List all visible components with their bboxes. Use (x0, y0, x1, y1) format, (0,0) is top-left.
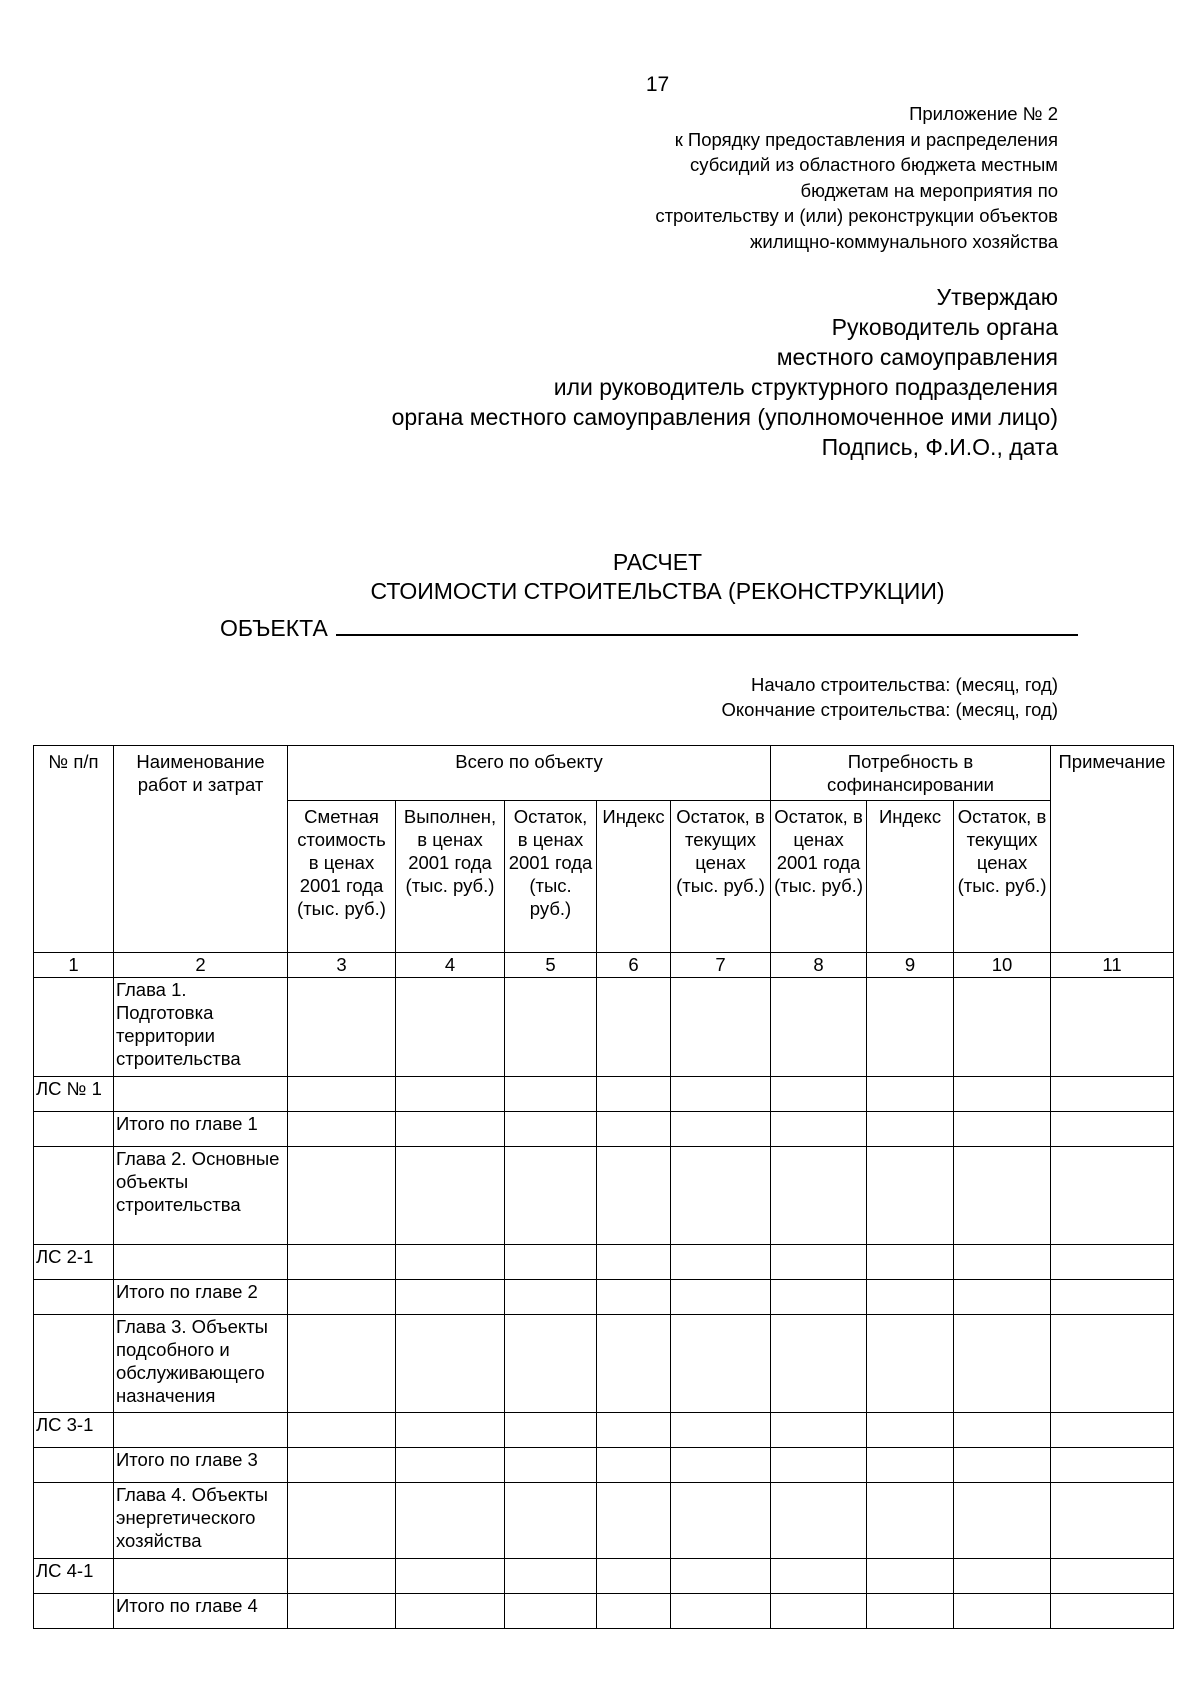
value-cell[interactable] (671, 1112, 771, 1147)
value-cell[interactable] (597, 1077, 671, 1112)
row-name-cell: Итого по главе 4 (114, 1594, 288, 1629)
value-cell[interactable] (954, 1077, 1051, 1112)
value-cell[interactable] (1051, 1315, 1174, 1413)
row-name-cell (114, 1413, 288, 1448)
object-name-blank[interactable] (336, 612, 1078, 636)
table-row (34, 1245, 1174, 1280)
value-cell[interactable] (671, 1559, 771, 1594)
value-cell[interactable] (771, 1147, 867, 1245)
header-total: Всего по объекту (288, 746, 771, 801)
value-cell[interactable] (288, 1112, 396, 1147)
value-cell[interactable] (1051, 1559, 1174, 1594)
value-cell[interactable] (396, 1483, 505, 1559)
column-number: 5 (505, 953, 597, 978)
value-cell[interactable] (771, 1594, 867, 1629)
value-cell[interactable] (396, 1594, 505, 1629)
approval-line: Утверждаю (936, 284, 1058, 310)
header-note: Примечание (1051, 746, 1174, 953)
object-label: ОБЪЕКТА (220, 615, 328, 641)
row-number-cell (34, 1280, 114, 1315)
value-cell[interactable] (288, 1448, 396, 1483)
value-cell[interactable] (954, 1280, 1051, 1315)
value-cell[interactable] (396, 1245, 505, 1280)
value-cell[interactable] (671, 1077, 771, 1112)
header-index: Индекс (597, 801, 671, 953)
value-cell[interactable] (597, 1315, 671, 1413)
value-cell[interactable] (505, 1483, 597, 1559)
document-title (0, 548, 1200, 606)
value-cell[interactable] (954, 1245, 1051, 1280)
value-cell[interactable] (597, 978, 671, 1077)
row-name-cell: Глава 1. Подготовка территории строительства (114, 978, 288, 1077)
value-cell[interactable] (954, 1448, 1051, 1483)
header-npp: № п/п (34, 746, 114, 953)
row-name-cell: Глава 4. Объекты энергетического хозяйства (114, 1483, 288, 1559)
column-number: 3 (288, 953, 396, 978)
construction-start: Начало строительства: (месяц, год) (750, 674, 1058, 695)
value-cell[interactable] (1051, 1448, 1174, 1483)
appendix-line: субсидий из областного бюджета местным (690, 154, 1058, 175)
value-cell[interactable] (954, 1315, 1051, 1413)
value-cell[interactable] (505, 1077, 597, 1112)
row-name-cell: Итого по главе 1 (114, 1112, 288, 1147)
row-number-cell: ЛС 4-1 (34, 1559, 114, 1594)
header-need: Потребность в софинансировании (771, 746, 1051, 801)
value-cell[interactable] (1051, 1077, 1174, 1112)
value-cell[interactable] (597, 1559, 671, 1594)
value-cell[interactable] (396, 1413, 505, 1448)
row-name-cell: Глава 2. Основные объекты строительства (114, 1147, 288, 1245)
appendix-note (655, 101, 1058, 254)
value-cell[interactable] (771, 1245, 867, 1280)
value-cell[interactable] (288, 1245, 396, 1280)
table-row (34, 978, 1174, 1077)
header-remainder-2001: Остаток, в ценах 2001 года (тыс. руб.) (505, 801, 597, 953)
value-cell[interactable] (1051, 1245, 1174, 1280)
value-cell[interactable] (597, 1112, 671, 1147)
column-number: 8 (771, 953, 867, 978)
value-cell[interactable] (396, 1147, 505, 1245)
value-cell[interactable] (771, 1559, 867, 1594)
value-cell[interactable] (1051, 978, 1174, 1077)
column-number: 7 (671, 953, 771, 978)
value-cell[interactable] (1051, 1147, 1174, 1245)
value-cell[interactable] (288, 1594, 396, 1629)
object-name-line (220, 612, 1078, 642)
table-row (34, 1594, 1174, 1629)
row-number-cell: ЛС 3-1 (34, 1413, 114, 1448)
appendix-line: жилищно-коммунального хозяйства (749, 230, 1058, 252)
row-number-cell (34, 1147, 114, 1245)
value-cell[interactable] (505, 978, 597, 1077)
value-cell[interactable] (771, 1315, 867, 1413)
table-row (34, 1147, 1174, 1245)
value-cell[interactable] (671, 1413, 771, 1448)
column-number: 1 (34, 953, 114, 978)
header-remainder-current: Остаток, в текущих ценах (тыс. руб.) (671, 801, 771, 953)
value-cell[interactable] (1051, 1594, 1174, 1629)
value-cell[interactable] (597, 1483, 671, 1559)
value-cell[interactable] (867, 1594, 954, 1629)
value-cell[interactable] (597, 1280, 671, 1315)
row-number-cell (34, 1483, 114, 1559)
appendix-line: к Порядку предоставления и распределения (674, 128, 1058, 150)
approval-block (392, 282, 1058, 462)
value-cell[interactable] (396, 1315, 505, 1413)
value-cell[interactable] (954, 1594, 1051, 1629)
column-number: 10 (954, 953, 1051, 978)
value-cell[interactable] (396, 1112, 505, 1147)
value-cell[interactable] (867, 1147, 954, 1245)
value-cell[interactable] (505, 1245, 597, 1280)
appendix-line: строительству и (или) реконструкции объектов (655, 205, 1058, 226)
column-number: 2 (114, 953, 288, 978)
column-numbers-row (34, 953, 1174, 978)
value-cell[interactable] (954, 1112, 1051, 1147)
value-cell[interactable] (771, 1112, 867, 1147)
row-name-cell: Итого по главе 2 (114, 1280, 288, 1315)
table-body (34, 953, 1174, 1629)
value-cell[interactable] (597, 1245, 671, 1280)
value-cell[interactable] (867, 1280, 954, 1315)
appendix-line: Приложение № 2 (909, 103, 1058, 124)
value-cell[interactable] (954, 978, 1051, 1077)
value-cell[interactable] (396, 1559, 505, 1594)
row-name-cell (114, 1077, 288, 1112)
value-cell[interactable] (771, 1413, 867, 1448)
value-cell[interactable] (867, 1245, 954, 1280)
value-cell[interactable] (288, 978, 396, 1077)
value-cell[interactable] (1051, 1483, 1174, 1559)
header-done: Выполнен, в ценах 2001 года (тыс. руб.) (396, 801, 505, 953)
value-cell[interactable] (396, 978, 505, 1077)
table-row (34, 1413, 1174, 1448)
value-cell[interactable] (288, 1413, 396, 1448)
construction-dates (721, 672, 1058, 722)
value-cell[interactable] (671, 1594, 771, 1629)
column-number: 4 (396, 953, 505, 978)
value-cell[interactable] (954, 1559, 1051, 1594)
approval-line: Подпись, Ф.И.О., дата (821, 434, 1058, 460)
row-name-cell: Глава 3. Объекты подсобного и обслуживающего назначения (114, 1315, 288, 1413)
value-cell[interactable] (288, 1280, 396, 1315)
value-cell[interactable] (867, 1112, 954, 1147)
value-cell[interactable] (597, 1594, 671, 1629)
value-cell[interactable] (867, 1315, 954, 1413)
row-number-cell (34, 1315, 114, 1413)
value-cell[interactable] (671, 1245, 771, 1280)
value-cell[interactable] (867, 1448, 954, 1483)
title-line-2: СТОИМОСТИ СТРОИТЕЛЬСТВА (РЕКОНСТРУКЦИИ) (370, 578, 945, 604)
value-cell[interactable] (396, 1448, 505, 1483)
column-number: 11 (1051, 953, 1174, 978)
value-cell[interactable] (771, 1483, 867, 1559)
row-number-cell: ЛС 2-1 (34, 1245, 114, 1280)
value-cell[interactable] (505, 1413, 597, 1448)
table-row (34, 1112, 1174, 1147)
value-cell[interactable] (867, 1483, 954, 1559)
row-name-cell (114, 1559, 288, 1594)
value-cell[interactable] (396, 1280, 505, 1315)
row-name-cell (114, 1245, 288, 1280)
value-cell[interactable] (505, 1315, 597, 1413)
value-cell[interactable] (597, 1413, 671, 1448)
approval-line: Руководитель органа (831, 314, 1058, 340)
value-cell[interactable] (505, 1559, 597, 1594)
value-cell[interactable] (867, 1559, 954, 1594)
value-cell[interactable] (288, 1147, 396, 1245)
value-cell[interactable] (1051, 1413, 1174, 1448)
value-cell[interactable] (671, 1483, 771, 1559)
title-line-1: РАСЧЕТ (612, 549, 703, 575)
header-need-index: Индекс (867, 801, 954, 953)
value-cell[interactable] (954, 1483, 1051, 1559)
column-number: 6 (597, 953, 671, 978)
header-name: Наименование работ и затрат (114, 746, 288, 953)
value-cell[interactable] (671, 1280, 771, 1315)
value-cell[interactable] (867, 1077, 954, 1112)
page-number: 17 (645, 73, 670, 96)
value-cell[interactable] (771, 1448, 867, 1483)
value-cell[interactable] (505, 1594, 597, 1629)
row-number-cell (34, 978, 114, 1077)
value-cell[interactable] (1051, 1112, 1174, 1147)
row-name-cell: Итого по главе 3 (114, 1448, 288, 1483)
row-number-cell (34, 1448, 114, 1483)
value-cell[interactable] (288, 1483, 396, 1559)
table-row (34, 1315, 1174, 1413)
appendix-line: бюджетам на мероприятия по (800, 179, 1058, 201)
value-cell[interactable] (954, 1413, 1051, 1448)
value-cell[interactable] (671, 978, 771, 1077)
header-estimated-cost: Сметная стоимость в ценах 2001 года (тыс. руб.) (288, 801, 396, 953)
value-cell[interactable] (1051, 1280, 1174, 1315)
value-cell[interactable] (288, 1559, 396, 1594)
value-cell[interactable] (288, 1315, 396, 1413)
value-cell[interactable] (867, 1413, 954, 1448)
value-cell[interactable] (771, 1280, 867, 1315)
table-row (34, 1448, 1174, 1483)
value-cell[interactable] (597, 1147, 671, 1245)
value-cell[interactable] (288, 1077, 396, 1112)
approval-line: или руководитель структурного подразделения (553, 374, 1058, 400)
value-cell[interactable] (505, 1448, 597, 1483)
table-row (34, 1559, 1174, 1594)
value-cell[interactable] (505, 1280, 597, 1315)
table-row (34, 1483, 1174, 1559)
approval-line: органа местного самоуправления (уполномоченное ими лицо) (391, 404, 1058, 430)
value-cell[interactable] (771, 1077, 867, 1112)
value-cell[interactable] (396, 1077, 505, 1112)
value-cell[interactable] (954, 1147, 1051, 1245)
value-cell[interactable] (671, 1315, 771, 1413)
value-cell[interactable] (597, 1448, 671, 1483)
value-cell[interactable] (867, 978, 954, 1077)
value-cell[interactable] (671, 1147, 771, 1245)
header-need-remainder-2001: Остаток, в ценах 2001 года (тыс. руб.) (771, 801, 867, 953)
value-cell[interactable] (671, 1448, 771, 1483)
row-number-cell: ЛС № 1 (34, 1077, 114, 1112)
header-need-remainder-current: Остаток, в текущих ценах (тыс. руб.) (954, 801, 1051, 953)
construction-end: Окончание строительства: (месяц, год) (721, 699, 1058, 720)
row-number-cell (34, 1594, 114, 1629)
table-row (34, 1280, 1174, 1315)
approval-line: местного самоуправления (776, 344, 1058, 370)
column-number: 9 (867, 953, 954, 978)
value-cell[interactable] (505, 1147, 597, 1245)
value-cell[interactable] (505, 1112, 597, 1147)
value-cell[interactable] (771, 978, 867, 1077)
row-number-cell (34, 1112, 114, 1147)
cost-calculation-table (33, 745, 1174, 1629)
table-row (34, 1077, 1174, 1112)
